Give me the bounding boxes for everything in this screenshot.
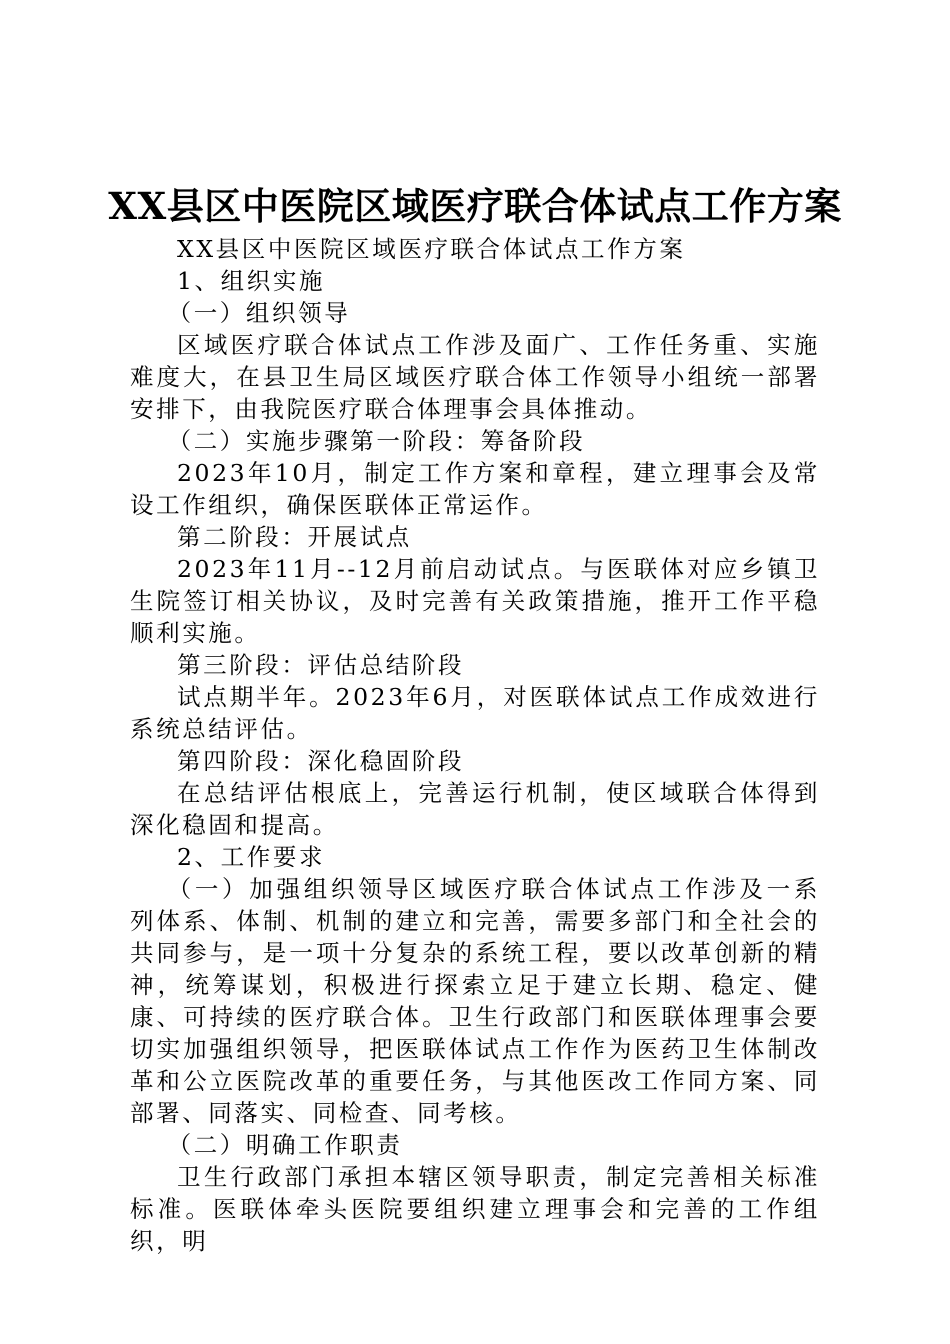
heading-phase-three: 第三阶段：评估总结阶段 bbox=[177, 651, 465, 679]
paragraph-phase-one: 2023年10月，制定工作方案和章程，建立理事会及常设工作组织，确保医联体正常运作。 bbox=[130, 459, 820, 519]
paragraph-responsibilities: 卫生行政部门承担本辖区领导职责，制定完善相关标准标准。医联体牵头医院要组织建立理事会和完善的工作组织，明 bbox=[130, 1163, 820, 1255]
document-title: XX县区中医院区域医疗联合体试点工作方案 bbox=[108, 184, 842, 228]
section-heading-organization: 1、组织实施 bbox=[177, 267, 326, 295]
paragraph-phase-three: 试点期半年。2023年6月，对医联体试点工作成效进行系统总结评估。 bbox=[130, 683, 820, 743]
section-heading-requirements: 2、工作要求 bbox=[177, 843, 326, 871]
subtitle-line: XX县区中医院区域医疗联合体试点工作方案 bbox=[177, 235, 686, 263]
paragraph-strengthen-leadership: （一）加强组织领导区域医疗联合体试点工作涉及一系列体系、体制、机制的建立和完善，需要多部门和全社会的共同参与，是一项十分复杂的系统工程，要以改革创新的精神，统筹谋划，积极进行探索立足于建立长期、稳定、健康、可持续的医疗联合体。卫生行政部门和医联体理事会要切实加强组织领导，把医联体试点工作作为医药卫生体制改革和公立医院改革的重要任务，与其他医改工作同方案、同部署、同落实、同检查、同考核。 bbox=[130, 875, 820, 1127]
subheading-steps-phase-one: （二）实施步骤第一阶段：筹备阶段 bbox=[167, 427, 586, 455]
paragraph-phase-two: 2023年11月--12月前启动试点。与医联体对应乡镇卫生院签订相关协议，及时完善有关政策措施，推开工作平稳顺利实施。 bbox=[130, 555, 820, 647]
paragraph-phase-four: 在总结评估根底上，完善运行机制，使区域联合体得到深化稳固和提高。 bbox=[130, 779, 820, 839]
subheading-leadership: （一）组织领导 bbox=[167, 299, 351, 327]
heading-phase-four: 第四阶段：深化稳固阶段 bbox=[177, 747, 465, 775]
heading-phase-two: 第二阶段：开展试点 bbox=[177, 523, 412, 551]
document-body bbox=[130, 233, 820, 1257]
subheading-responsibilities: （二）明确工作职责 bbox=[167, 1131, 403, 1159]
paragraph-leadership: 区域医疗联合体试点工作涉及面广、工作任务重、实施难度大，在县卫生局区域医疗联合体工作领导小组统一部署安排下，由我院医疗联合体理事会具体推动。 bbox=[130, 331, 820, 423]
